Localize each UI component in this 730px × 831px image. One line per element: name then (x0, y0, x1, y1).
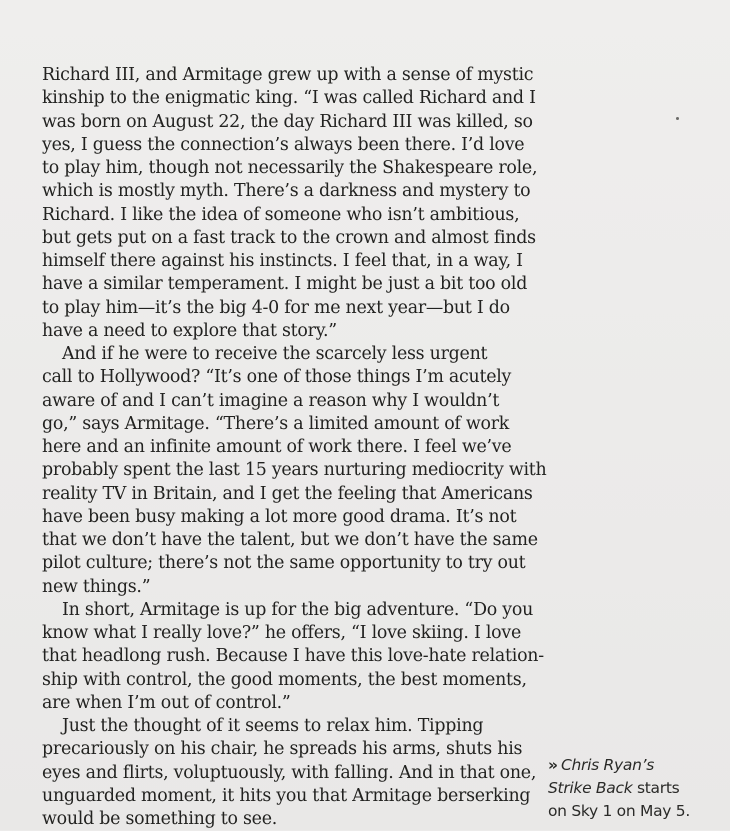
article-body (42, 64, 547, 831)
article-line: have a similar temperament. I might be just a bit too old (42, 274, 528, 295)
article-line: was born on August 22, the day Richard III was killed, so (42, 111, 533, 132)
article-line: call to Hollywood? “It’s one of those things I’m acutely (42, 367, 512, 388)
article-line: but gets put on a fast track to the crown and almost finds (42, 227, 536, 248)
article-line: And if he were to receive the scarcely less urgent (62, 344, 488, 364)
paper-speck (676, 117, 679, 120)
caption-line-1 (548, 754, 718, 777)
double-chevron-icon: » (548, 756, 557, 774)
article-line: In short, Armitage is up for the big adventure. “Do you (62, 599, 534, 620)
article-line: have been busy making a lot more good drama. It’s not (42, 506, 517, 527)
article-line: new things.” (42, 576, 151, 597)
article-line: aware of and I can’t imagine a reason why I wouldn’t (42, 390, 500, 411)
article-line: precariously on his chair, he spreads his arms, shuts his (42, 739, 523, 760)
article-line: kinship to the enigmatic king. “I was called Richard and I (42, 88, 536, 109)
article-line: Richard. I like the idea of someone who isn’t ambitious, (42, 204, 520, 225)
article-line: probably spent the last 15 years nurturing mediocrity with (42, 460, 547, 481)
article-line: are when I’m out of control.” (42, 692, 291, 713)
caption-line-2 (548, 777, 718, 800)
article-line: know what I really love?” he offers, “I love skiing. I love (42, 623, 522, 643)
article-line: yes, I guess the connection’s always been there. I’d love (42, 134, 525, 155)
caption-line-3: on Sky 1 on May 5. (548, 802, 690, 820)
article-line: Richard III, and Armitage grew up with a sense of mystic (42, 65, 534, 85)
article-line: which is mostly myth. There’s a darkness and mystery to (42, 181, 531, 202)
caption-show-title-part2: Strike Back (548, 779, 633, 797)
article-line: himself there against his instincts. I feel that, in a way, I (42, 251, 523, 271)
article-line: here and an infinite amount of work there. I feel we’ve (42, 437, 512, 457)
article-line: to play him, though not necessarily the Shakespeare role, (42, 158, 538, 178)
article-line: that headlong rush. Because I have this love-hate relation- (42, 646, 544, 667)
article-line: pilot culture; there’s not the same opportunity to try out (42, 553, 526, 574)
article-line: unguarded moment, it hits you that Armitage berserking (42, 785, 531, 806)
article-line: that we don’t have the talent, but we don’t have the same (42, 530, 538, 550)
article-line: would be something to see. (42, 809, 278, 829)
article-line: to play him—it’s the big 4-0 for me next year—but I do (42, 297, 510, 318)
article-line: Just the thought of it seems to relax him. Tipping (62, 716, 484, 736)
broadcast-caption (548, 754, 718, 823)
caption-starts-text: starts (632, 779, 680, 797)
article-line: eyes and flirts, voluptuously, with falling. And in that one, (42, 762, 537, 783)
article-line: reality TV in Britain, and I get the feeling that Americans (42, 483, 533, 504)
caption-show-title-part1: Chris Ryan’s (561, 756, 655, 774)
article-line: have a need to explore that story.” (42, 320, 337, 341)
article-line: go,” says Armitage. “There’s a limited amount of work (42, 413, 510, 434)
article-line: ship with control, the good moments, the best moments, (42, 669, 527, 690)
